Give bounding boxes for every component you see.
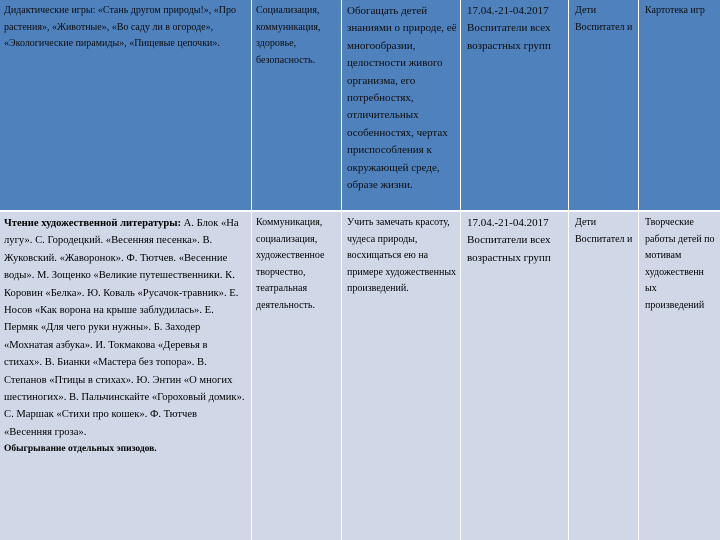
result-cell: Картотека игр: [645, 5, 705, 16]
goals-cell: Учить замечать красоту, чудеса природы, восхищаться ею на примере художественных произведений.: [347, 217, 457, 294]
participants-cell: Дети Воспитател и: [575, 5, 633, 33]
column-divider: [568, 0, 569, 540]
goals-cell: Обогащать детей знаниями о природе, её многообразии, целостности живого организма, его потребностях, отличительных особенностях, чертах приспособления к окружающей среде, образе жизни.: [347, 5, 457, 192]
column-divider: [341, 0, 342, 540]
participants-cell: Дети Воспитател и: [575, 217, 633, 245]
responsible-text: Воспитатели всех возрастных групп: [467, 22, 551, 52]
activity-text: А. Блок «На лугу». С. Городецкий. «Весенняя песенка». В. Жуковский. «Жаворонок». Ф. Тютчев. «Весенние воды». М. Зощенко «Великие путешественники. К. Коровин «Белка». Ю. Коваль «Русачок-травник». Е. Носов «Как ворона на крыше заблудилась». Е. Пермяк «Для чего руки нужны». Б. Заходер «Мохнатая азбука». И. Токмакова «Деревья в стихах». В. Бианки «Мастера без топора». В. Степанов «Птицы в стихах». Ю. Энтин «О многих шестиногих». В. Пальчинскайте «Гороховый домик». С. Маршак «Стихи про кошек». Ф. Тютчев «Весенняя гроза».: [4, 218, 245, 438]
column-divider: [460, 0, 461, 540]
activity-cell: Дидактические игры: «Стань другом природы!», «Про растения», «Животные», «Во саду ли в огороде», «Экологические пирамиды», «Пищевые цепочки».: [4, 5, 237, 49]
activity-cell: [0, 212, 251, 459]
column-divider: [251, 0, 252, 540]
table-row: [0, 212, 720, 540]
dates-cell: [461, 212, 568, 267]
dates-cell: [461, 0, 568, 55]
column-divider: [638, 0, 639, 540]
activity-closing: Обыгрывание отдельных эпизодов.: [4, 444, 157, 455]
dates-text: 17.04.-21-04.2017: [467, 5, 549, 17]
areas-cell: Коммуникация, социализация, художественное творчество, театральная деятельность.: [256, 217, 325, 311]
result-cell: Творческие работы детей по мотивам художественн ых произведений: [645, 217, 715, 311]
table-row: [0, 0, 720, 211]
areas-cell: Социализация, коммуникация, здоровье, безопасность.: [256, 5, 321, 66]
activity-lead: Чтение художественной литературы:: [4, 218, 182, 229]
dates-text: 17.04.-21-04.2017: [467, 217, 549, 229]
responsible-text: Воспитатели всех возрастных групп: [467, 234, 551, 264]
